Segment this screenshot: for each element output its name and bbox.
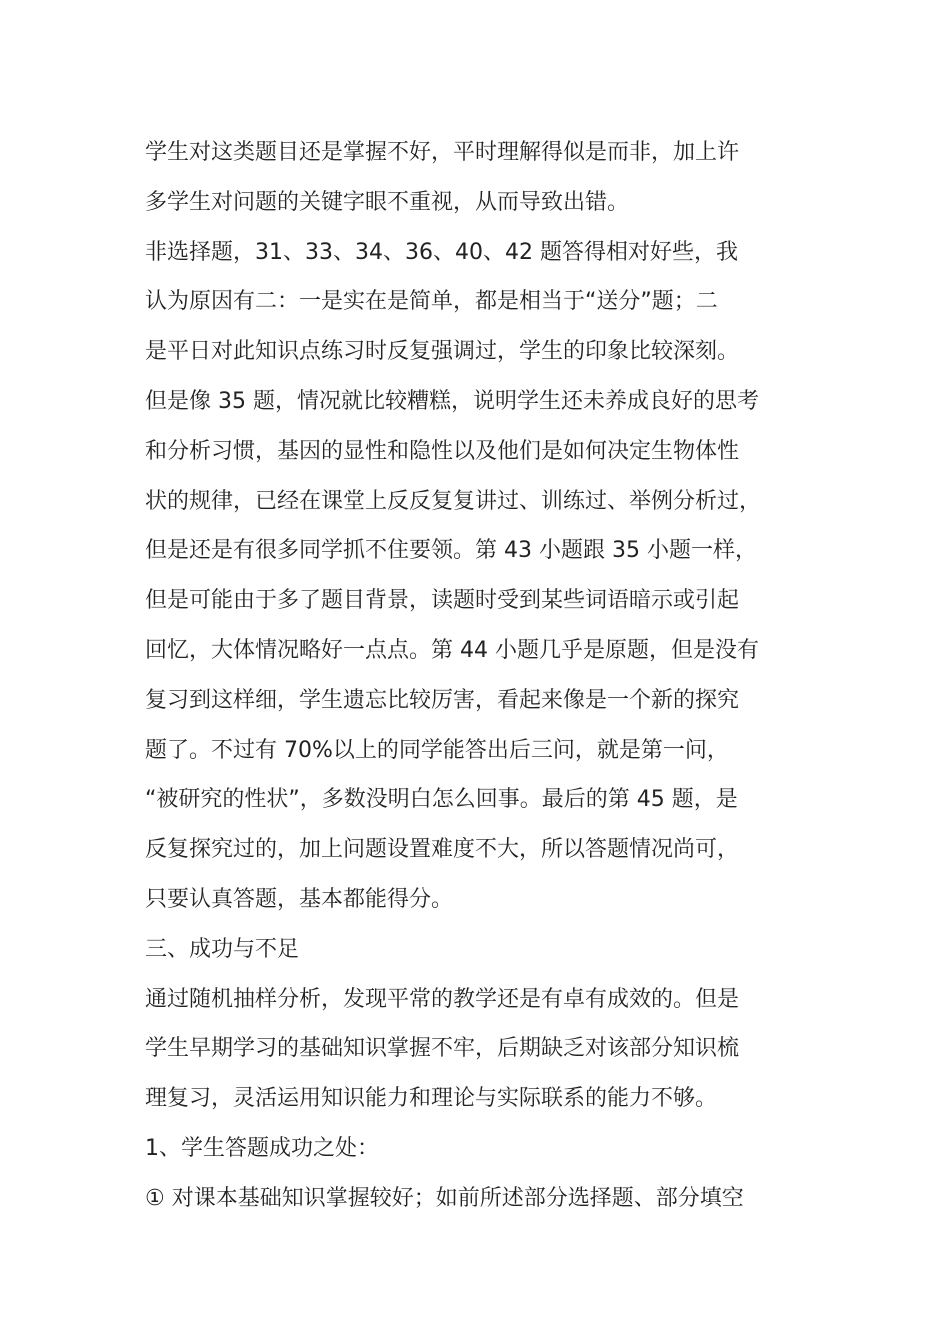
text-line: “被研究的性状”，多数没明白怎么回事。最后的第 45 题，是	[145, 787, 738, 813]
text-line: 学生对这类题目还是掌握不好，平时理解得似是而非，加上许	[145, 140, 740, 165]
text-line: 回忆，大体情况略好一点点。第 44 小题几乎是原题，但是没有	[145, 637, 759, 663]
body-text	[145, 128, 825, 1224]
text-line: 是平日对此知识点练习时反复强调过，学生的印象比较深刻。	[145, 339, 740, 365]
section-heading: 三、成功与不足	[145, 936, 300, 962]
text-line: 但是像 35 题，情况就比较糟糕，说明学生还未养成良好的思考	[145, 388, 759, 414]
list-item: ① 对课本基础知识掌握较好；如前所述部分选择题、部分填空	[145, 1185, 744, 1211]
subsection-heading: 1、学生答题成功之处：	[145, 1135, 379, 1161]
text-line: 题了。不过有 70%以上的同学能答出后三问，就是第一问，	[145, 737, 729, 763]
text-line: 学生早期学习的基础知识掌握不牢，后期缺乏对该部分知识梳	[145, 1036, 740, 1062]
text-line: 非选择题，31、33、34、36、40、42 题答得相对好些，我	[145, 239, 738, 265]
text-line: 但是可能由于多了题目背景，读题时受到某些词语暗示或引起	[145, 588, 740, 614]
text-line: 只要认真答题，基本都能得分。	[145, 886, 454, 912]
text-line: 理复习，灵活运用知识能力和理论与实际联系的能力不够。	[145, 1086, 718, 1112]
text-line: 反复探究过的，加上问题设置难度不大，所以答题情况尚可，	[145, 837, 740, 863]
text-line: 和分析习惯，基因的显性和隐性以及他们是如何决定生物体性	[145, 438, 740, 464]
text-line: 复习到这样细，学生遗忘比较厉害，看起来像是一个新的探究	[145, 687, 740, 713]
text-line: 多学生对问题的关键字眼不重视，从而导致出错。	[145, 189, 630, 215]
text-line: 但是还是有很多同学抓不住要领。第 43 小题跟 35 小题一样，	[145, 538, 757, 564]
text-line: 通过随机抽样分析，发现平常的教学还是有卓有成效的。但是	[145, 986, 740, 1012]
text-line: 认为原因有二：一是实在是简单，都是相当于“送分”题；二	[145, 289, 718, 315]
text-line: 状的规律，已经在课堂上反反复复讲过、训练过、举例分析过，	[145, 488, 762, 514]
